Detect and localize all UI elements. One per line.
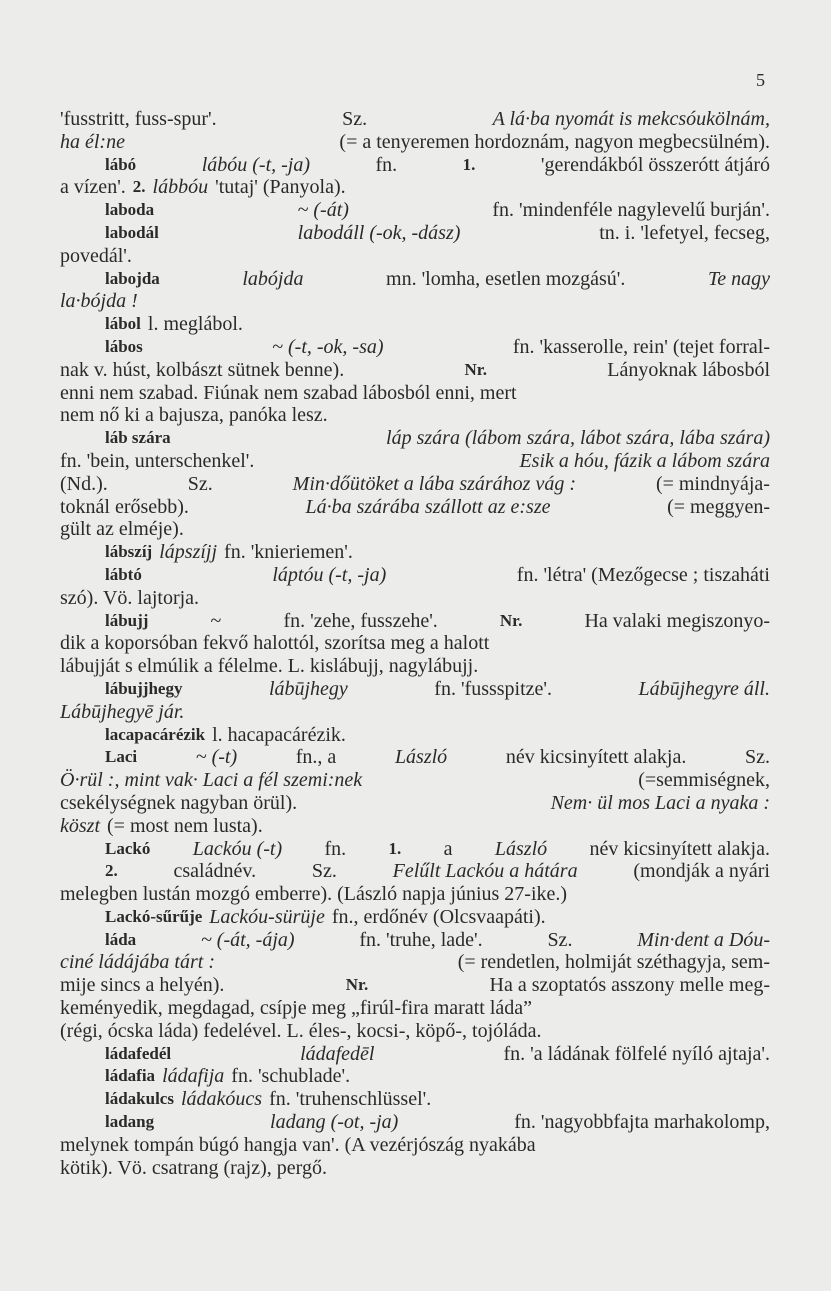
headword: lábó (105, 154, 137, 174)
text-line (60, 1043, 770, 1066)
text-line (60, 427, 770, 450)
text-line (60, 496, 770, 519)
headword: Lackó (105, 838, 151, 858)
text-segment: 'fusstritt, fuss-spur'. (60, 108, 217, 130)
headword: ládafedél (105, 1043, 172, 1063)
text-segment: (= mindnyája- (655, 472, 770, 495)
text-segment: 'gerendákból összerótt átjáró (540, 153, 770, 176)
italic-text: ~ (-át, -ája) (200, 928, 295, 951)
text-segment: fn. 'mindenféle nagylevelű burján'. (492, 199, 770, 222)
headword: ládafia (105, 1066, 156, 1086)
text-line (60, 587, 770, 610)
text-line (60, 997, 770, 1020)
text-segment: fn., a (295, 746, 337, 769)
italic-text: ládafija (162, 1065, 225, 1088)
headword: láb szára (105, 428, 171, 448)
text-segment: fn. 'létra' (Mezőgecse ; tiszaháti (516, 563, 770, 586)
text-line (60, 245, 770, 268)
text-line (60, 610, 770, 633)
italic-text: László (494, 837, 548, 860)
text-segment: Sz. (744, 746, 770, 769)
text-line (60, 1065, 770, 1088)
text-segment: Sz. (342, 108, 368, 130)
text-line (60, 176, 770, 199)
text-segment: a vízen'. (60, 176, 126, 199)
headword: ládakulcs (105, 1089, 174, 1109)
text-line (60, 473, 770, 496)
text-segment: a (443, 837, 453, 860)
italic-text: Min·dőütöket a lába szárához vág : (292, 472, 576, 495)
italic-text: Te nagy (707, 267, 770, 290)
text-segment: Ha a szoptatós asszony melle meg- (489, 974, 770, 997)
text-line (60, 518, 770, 541)
headword: lábtó (105, 564, 142, 584)
text-line (60, 199, 770, 222)
italic-text: Lá·ba szárába szállott az e:sze (305, 495, 551, 518)
italic-text: láptóu (-t, -ja) (272, 563, 387, 586)
text-line (60, 154, 770, 177)
text-segment: fn., erdőnév (Olcsvaapáti). (331, 905, 546, 928)
text-segment: tn. i. 'lefetyel, fecseg, (599, 221, 770, 244)
italic-text: köszt (60, 814, 100, 837)
text-segment: lábujját s elmúlik a félelme. L. kislábujj, nagylábujj. (60, 655, 479, 678)
text-line (60, 1088, 770, 1111)
dictionary-text (60, 108, 770, 1179)
headword: 2. (132, 177, 146, 197)
italic-text: ha él:ne (60, 130, 125, 153)
text-segment: fn. 'bein, unterschenkel'. (60, 449, 255, 472)
text-line (60, 632, 770, 655)
text-line (60, 906, 770, 929)
text-segment: név kicsinyített alakja. (505, 746, 687, 769)
text-line (60, 724, 770, 747)
headword: laboda (105, 200, 155, 220)
text-line (60, 450, 770, 473)
text-line (60, 564, 770, 587)
headword: lábszíj (105, 542, 153, 562)
text-line (60, 313, 770, 336)
text-segment: fn. 'zehe, fusszehe'. (283, 609, 438, 632)
italic-text: lábūjhegy (268, 677, 348, 700)
text-line (60, 883, 770, 906)
italic-text: labójda (242, 267, 304, 290)
italic-text: ladang (-ot, -ja) (270, 1111, 399, 1134)
text-line (60, 701, 770, 724)
headword: lacapacárézik (105, 724, 206, 744)
text-segment: fn. 'truhe, lade'. (359, 928, 483, 951)
text-line (60, 1134, 770, 1157)
italic-text: Felűlt Lackóu a hátára (392, 860, 578, 883)
italic-text: láp szára (lábom szára, lábot szára, lába szára) (386, 427, 770, 450)
italic-text: ládafedēl (300, 1042, 375, 1065)
text-line (60, 268, 770, 291)
text-segment: családnév. (173, 860, 257, 883)
italic-text: Lackóu (-t) (192, 837, 283, 860)
text-segment: név kicsinyített alakja. (589, 837, 770, 860)
text-segment: (mondják a nyári (633, 860, 770, 883)
text-segment: fn. 'schublade'. (231, 1065, 351, 1088)
italic-text: lápszíjj (159, 541, 218, 564)
headword: Lackó-sűrűje (105, 906, 203, 926)
italic-text: Lackóu-sürüje (209, 905, 325, 928)
text-segment: fn. (375, 153, 398, 176)
text-segment: fn. (324, 837, 347, 860)
text-segment: toknál erősebb). (60, 495, 189, 518)
headword: lábujj (105, 610, 149, 630)
text-segment: fn. 'a ládának fölfelé nyíló ajtaja'. (503, 1042, 770, 1065)
headword: Nr. (499, 610, 523, 630)
text-line (60, 929, 770, 952)
text-line (60, 1157, 770, 1180)
headword: Nr. (464, 359, 487, 379)
text-segment: Sz. (311, 860, 337, 883)
italic-text: László (394, 746, 448, 769)
text-line (60, 769, 770, 792)
text-segment: mije sincs a helyén). (60, 974, 225, 997)
text-line (60, 746, 770, 769)
text-segment: Lányoknak lábosból (607, 358, 770, 381)
italic-text: lábbóu (152, 176, 209, 199)
headword: Nr. (345, 975, 369, 995)
text-segment: dik a koporsóban fekvő halottól, szorítsa meg a halott (60, 632, 490, 655)
text-segment: nem nő ki a bajusza, panóka lesz. (60, 404, 328, 427)
headword: ladang (105, 1112, 155, 1132)
headword: lábos (105, 336, 143, 356)
headword: 2. (105, 861, 118, 881)
text-segment: szó). Vö. lajtorja. (60, 586, 200, 609)
text-line (60, 290, 770, 313)
italic-text: Lábūjhegyē jár. (60, 700, 185, 723)
italic-text: lábóu (-t, -ja) (201, 153, 310, 176)
text-segment: fn. 'nagyobbfajta marhakolomp, (514, 1111, 770, 1134)
text-segment: keményedik, megdagad, csípje meg „firúl-fira maratt láda” (60, 997, 533, 1020)
text-line (60, 1020, 770, 1043)
italic-text: ~ (-t, -ok, -sa) (272, 335, 384, 358)
text-line (60, 655, 770, 678)
text-segment: melegben lustán mozgó emberre). (László napja június 27-ike.) (60, 883, 568, 906)
text-segment: melynek tompán búgó hangja van'. (A vezérjószág nyakába (60, 1133, 536, 1156)
headword: Laci (105, 747, 138, 767)
text-segment: fn. 'knieriemen'. (224, 541, 353, 564)
italic-text: ciné ládájába tárt : (60, 951, 215, 974)
headword: labodál (105, 222, 159, 242)
text-segment: Sz. (187, 472, 213, 495)
text-line (60, 404, 770, 427)
headword: lábol (105, 314, 141, 334)
italic-text: ~ (-t) (195, 746, 238, 769)
text-segment: (= meggyen- (667, 495, 770, 518)
italic-text: labodáll (-ok, -dász) (297, 221, 461, 244)
text-segment: (= rendetlen, holmiját széthagyja, sem- (457, 951, 770, 974)
text-line (60, 815, 770, 838)
italic-text: ládakóucs (180, 1088, 263, 1111)
text-line (60, 860, 770, 883)
text-segment: fn. 'kasserolle, rein' (tejet forral- (512, 335, 770, 358)
text-segment: (= most nem lusta). (107, 814, 263, 837)
italic-text: Min·dent a Dóu- (637, 928, 770, 951)
italic-text: A lá·ba nyomát is mekcsóukölnám, (492, 108, 770, 130)
text-segment: enni nem szabad. Fiúnak nem szabad lábosból enni, mert (60, 381, 517, 404)
text-segment: gült az elméje). (60, 518, 184, 541)
text-segment: (=semmiségnek, (638, 769, 770, 792)
text-segment: povedál'. (60, 244, 132, 267)
text-line (60, 359, 770, 382)
text-segment: nak v. húst, kolbászt sütnek benne). (60, 358, 345, 381)
italic-text: la·bójda ! (60, 290, 138, 313)
italic-text: Lábūjhegyre áll. (638, 677, 770, 700)
text-line (60, 951, 770, 974)
text-line (60, 336, 770, 359)
text-segment: csekélységnek nagyban örül). (60, 791, 298, 814)
text-segment: (Nd.). (60, 472, 108, 495)
headword: 1. (462, 154, 476, 174)
text-line (60, 541, 770, 564)
text-line (60, 974, 770, 997)
text-line (60, 382, 770, 405)
headword: láda (105, 929, 137, 949)
text-segment: fn. 'fussspitze'. (434, 677, 553, 700)
headword: labojda (105, 268, 160, 288)
text-segment: Ha valaki megiszonyo- (584, 609, 770, 632)
text-line (60, 131, 770, 154)
text-segment: fn. 'truhenschlüssel'. (269, 1088, 432, 1111)
page-number: 5 (756, 70, 765, 90)
text-segment: kötik). Vö. csatrang (rajz), pergő. (60, 1156, 327, 1179)
text-segment: ~ (210, 609, 222, 632)
text-segment: l. hacapacárézik. (212, 723, 346, 746)
italic-text: Ö·rül :, mint vak· Laci a fél szemi:nek (60, 769, 363, 792)
text-line (60, 678, 770, 701)
text-line (60, 108, 770, 131)
headword: 1. (388, 838, 402, 858)
text-line (60, 1111, 770, 1134)
italic-text: Esik a hóu, fázik a lábom szára (519, 449, 770, 472)
text-segment: Sz. (547, 928, 573, 951)
text-segment: l. meglábol. (147, 313, 243, 336)
italic-text: Nem· ül mos Laci a nyaka : (550, 791, 770, 814)
text-line (60, 838, 770, 861)
text-line (60, 792, 770, 815)
text-segment: mn. 'lomha, esetlen mozgású'. (386, 267, 626, 290)
headword: lábujjhegy (105, 678, 183, 698)
text-segment: 'tutaj' (Panyola). (215, 176, 346, 199)
italic-text: ~ (-át) (297, 199, 349, 222)
text-line (60, 222, 770, 245)
text-segment: (régi, ócska láda) fedelével. L. éles-, kocsi-, köpő-, tojóláda. (60, 1019, 542, 1042)
text-segment: (= a tenyeremen hordoznám, nagyon megbecsülném). (339, 130, 770, 153)
